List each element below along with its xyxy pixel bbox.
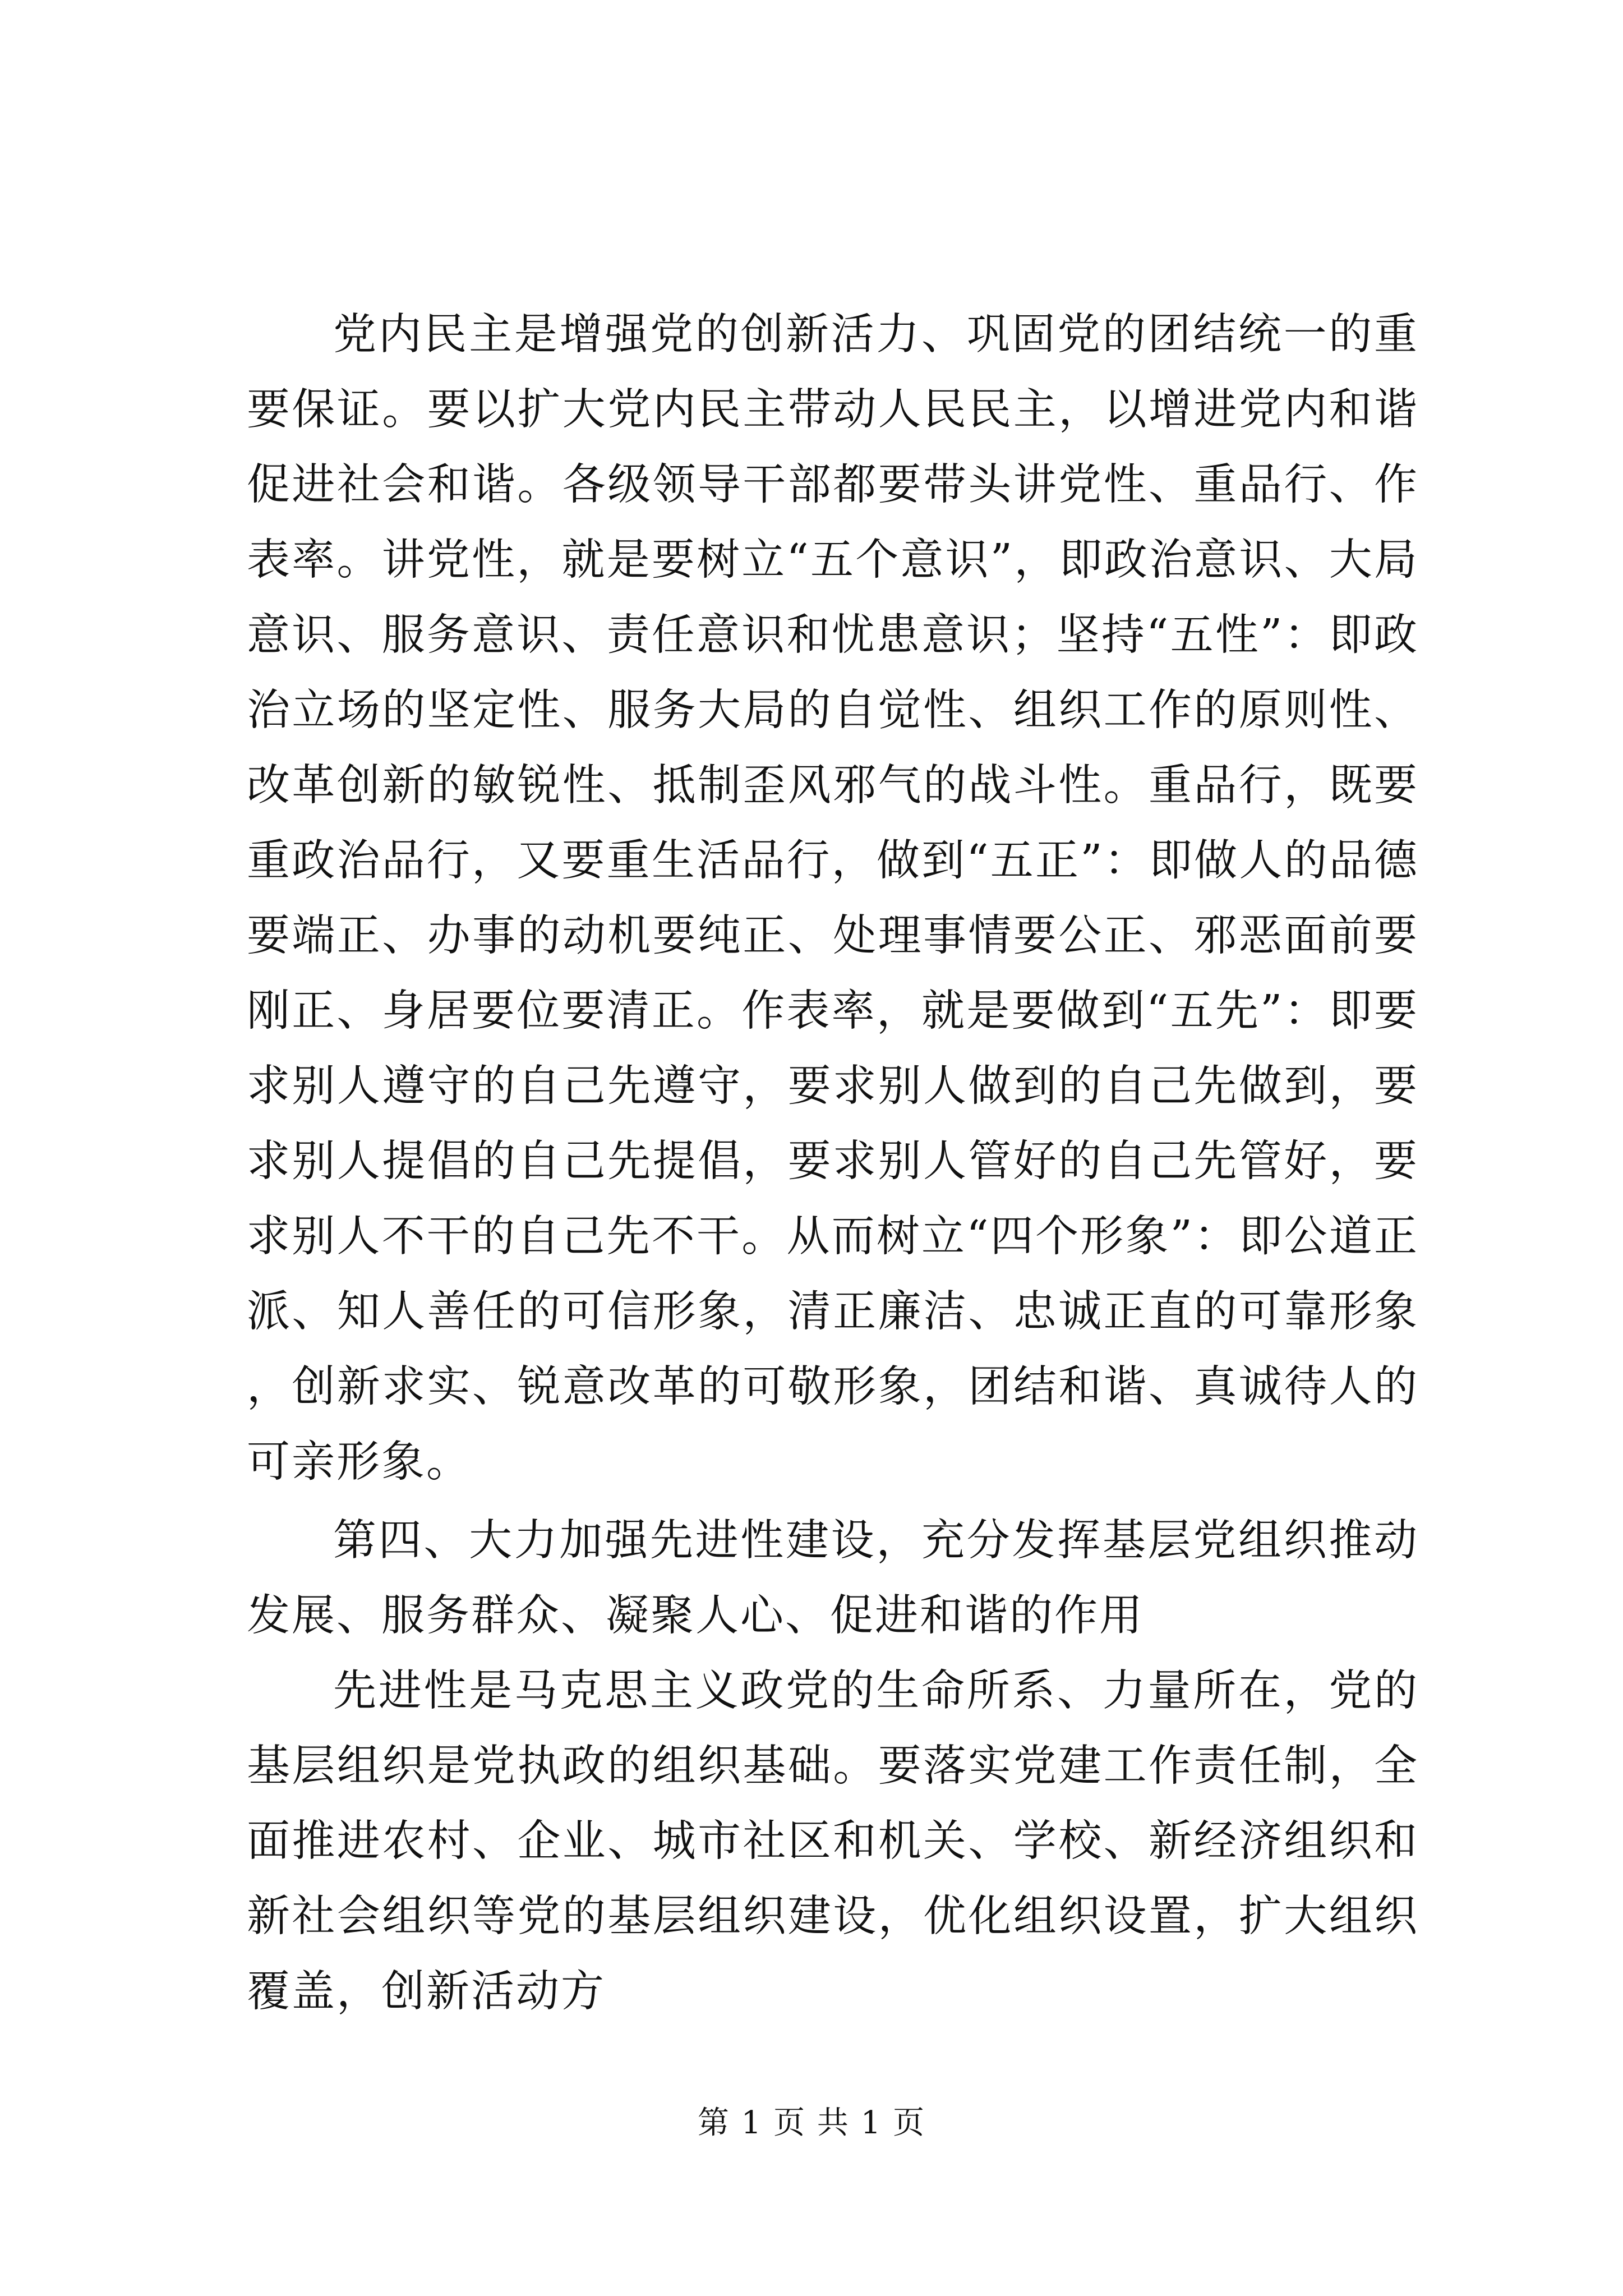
paragraph-party-democracy: 党内民主是增强党的创新活力、巩固党的团结统一的重要保证。要以扩大党内民主带动人民民主，以增进党内和谐促进社会和谐。各级领导干部都要带头讲党性、重品行、作表率。讲党性，就是要树立“五个意识”，即政治意识、大局意识、服务意识、责任意识和忧患意识；坚持“五性”：即政治立场的坚定性、服务大局的自觉性、组织工作的原则性、改革创新的敏锐性、抵制歪风邪气的战斗性。重品行，既要重政治品行，又要重生活品行，做到“五正”：即做人的品德要端正、办事的动机要纯正、处理事情要公正、邪恶面前要刚正、身居要位要清正。作表率，就是要做到“五先”：即要求别人遵守的自己先遵守，要求别人做到的自己先做到，要求别人提倡的自己先提倡，要求别人管好的自己先管好，要求别人不干的自己先不干。从而树立“四个形象”：即公道正派、知人善任的可信形象，清正廉洁、忠诚正直的可靠形象，创新求实、锐意改革的可敬形象，团结和谐、真诚待人的可亲形象。 — [247, 310, 1419, 1487]
paragraph-advanced-nature: 先进性是马克思主义政党的生命所系、力量所在，党的基层组织是党执政的组织基础。要落实党建工作责任制，全面推进农村、企业、城市社区和机关、学校、新经济组织和新社会组织等党的基层组织建设，优化组织设置，扩大组织覆盖，创新活动方 — [247, 1666, 1419, 2017]
page-number-footer: 第 1 页 共 1 页 — [697, 2105, 926, 2141]
document-body — [247, 297, 1419, 2030]
paragraph-section-four-heading: 第四、大力加强先进性建设，充分发挥基层党组织推动发展、服务群众、凝聚人心、促进和谐的作用 — [247, 1516, 1419, 1641]
